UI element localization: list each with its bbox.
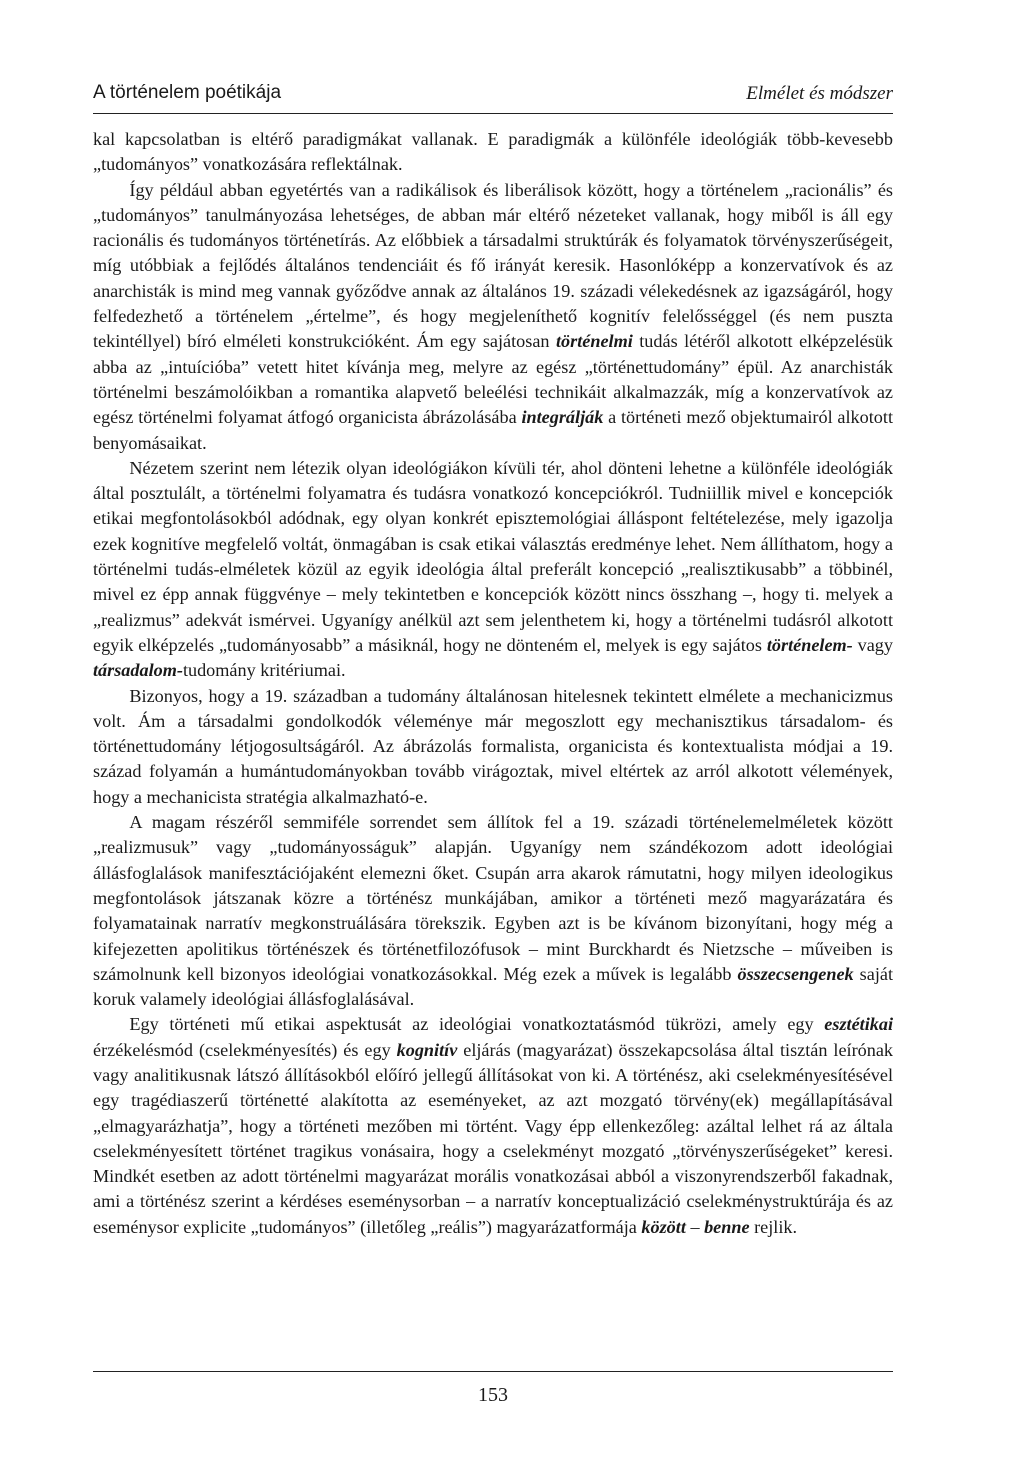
text-run: rejlik. bbox=[749, 1216, 798, 1237]
text-run: kal kapcsolatban is eltérő paradigmákat vallanak. E paradigmák a különféle ideológiák több-kevesebb „tudományos” vonatkozására reflektálnak. bbox=[93, 129, 893, 175]
header-book-title: A történelem poétikája bbox=[93, 82, 282, 103]
running-header bbox=[93, 82, 893, 110]
text-run: eljárás (magyarázat) összekapcsolása által tisztán leírónak vagy analitikusnak látszó állításokból előíró jellegű állításokat von ki. A történész, aki cselekményesítésével egy tragédiaszerű történetté alakította az eseményeket, az azt mozgató törvény(ek) megállapításával „elmagyarázhatja”, hogy a történeti mezőben mi történt. Vagy épp ellenkezőleg: azáltal lelhet rá az általa cselekményesített történet tragikus vonásaira, hogy a cselekményt mozgató „törvényszerűségeket” keresi. Mindkét esetben az adott történelmi magyarázat morális vonatkozásai abból a viszonyrendszerből fakadnak, ami a történész szerint a kérdéses eseménysorban – a narratív konceptualizáció cselekménystruktúrája és az eseménysor explicite „tudományos” (illetőleg „reális”) magyarázatformája bbox=[93, 1039, 894, 1237]
text-run: Így például abban egyetértés van a radikálisok és liberálisok között, hogy a történelem „racionális” és „tudományos” tanulmányozása lehetséges, de abban már eltérő nézeteket vallanak, hogy miből is áll egy racionális és tudományos történetírás. Az előbbiek a társadalmi struktúrák és folyamatok törvényszerűségeit, míg utóbbiak a fejlődés általános tendenciáit és fő irányát keresik. Hasonlóképp a konzervatívok és az anarchisták is mind meg vannak győződve annak az általános 19. századi vélekedésnek az igazságáról, hogy felfedezhető a történelem „értelme”, és hogy megjeleníthető kognitív felelősséggel (és nem puszta tekintéllyel) bíró elméleti konstrukcióként. Ám egy sajátosan bbox=[93, 179, 893, 352]
header-rule bbox=[93, 113, 893, 114]
text-run: vagy bbox=[852, 634, 893, 655]
page-number: 153 bbox=[478, 1384, 508, 1406]
footer-rule bbox=[93, 1371, 893, 1372]
paragraph bbox=[93, 810, 893, 1012]
text-run: tudomány kritériumai. bbox=[182, 660, 346, 681]
body-text bbox=[93, 127, 893, 1240]
header-section-title: Elmélet és módszer bbox=[746, 83, 893, 104]
paragraph bbox=[93, 456, 893, 684]
text-run: Bizonyos, hogy a 19. században a tudomány általánosan hitelesnek tekintett elmélete a mechanicizmus volt. Ám a társadalmi gondolkodók véleménye már megoszlott egy mechanisztikus társadalom- és történettudomány létjogosultságáról. Az ábrázolás formalista, organicista és kontextualista módjai a 19. század folyamán a humántudományokban tovább virágoztak, mivel eltértek az arról alkotott vélemények, hogy a mechanicista stratégia alkalmazható-e. bbox=[93, 685, 893, 807]
paragraph bbox=[93, 684, 893, 810]
text-run: Nézetem szerint nem létezik olyan ideológiákon kívüli tér, ahol dönteni lehetne a különféle ideológiák által posztulált, a történelmi folyamatra és tudásra vonatkozó koncepciókról. Tudniillik mivel e koncepciók etikai megfontolásokból adódnak, egy olyan konkrét episztemológiai álláspont feltételezése, mely igazolja ezek kognitíve megfelelő voltát, önmagában is csak etikai választás eredménye lehet. Nem állíthatom, hogy a történelmi tudás-elméletek közül az egyik ideológia által preferált koncepció „realisztikusabb” a többinél, mivel ez épp annak függvénye – mely tekintetben e koncepciók között nincs összhang –, hogy ti. melyek a „realizmus” adekvát ismérvei. Ugyanígy anélkül azt sem jelenthetem ki, hogy a történelmi tudásról alkotott egyik elképzelés „tudományosabb” a másiknál, hogy ne dönteném el, melyek is egy sajátos bbox=[93, 457, 893, 655]
text-run: A magam részéről semmiféle sorrendet sem állítok fel a 19. századi történelemelméletek között „realizmusuk” vagy „tudományosságuk” alapján. Ugyanígy nem szándékozom adott ideológiai állásfoglalások manifesztációjaként elemezni őket. Csupán arra akarok rámutatni, hogy milyen ideologikus megfontolások játszanak közre a történész munkájában, amikor a történeti mező magyarázatára és folyamatainak narratív megkonstruálására törekszik. Egyben azt is be kívánom bizonyítani, hogy még a kifejezetten apolitikus történészek és történetfilozófusok – mint Burckhardt és Nietzsche – műveiben is számolnunk kell bizonyos ideológiai vonatkozásokkal. Még ezek a művek is legalább bbox=[93, 812, 893, 984]
book-page bbox=[93, 0, 893, 1463]
text-run: a történeti mező objektumairól alkotott benyomásaikat. bbox=[93, 407, 893, 453]
emphasis-text: integrálják bbox=[521, 407, 604, 428]
emphasis-text: történelem- bbox=[766, 634, 853, 655]
emphasis-text: esztétikai bbox=[824, 1014, 893, 1035]
emphasis-text: összecsengenek bbox=[737, 963, 854, 984]
emphasis-text: kognitív bbox=[396, 1039, 458, 1060]
paragraph bbox=[93, 1012, 893, 1240]
text-run: saját koruk valamely ideológiai állásfoglalásával. bbox=[93, 963, 893, 1010]
text-run: érzékelésmód (cselekményesítés) és egy bbox=[93, 1039, 397, 1060]
emphasis-text: között bbox=[641, 1216, 686, 1237]
text-run: Egy történeti mű etikai aspektusát az ideológiai vonatkoztatásmód tükrözi, amely egy bbox=[129, 1014, 825, 1035]
paragraph bbox=[93, 178, 893, 456]
text-run: – bbox=[685, 1216, 705, 1237]
paragraph bbox=[93, 127, 893, 178]
emphasis-text: társadalom- bbox=[93, 660, 183, 681]
text-run: tudás létéről alkotott elképzelésük abba az „intuícióba” vetett hitet kívánja meg, melyre az egész „történettudomány” épül. Az anarchisták történelmi beszámolóikban a romantika alapvető beleélési technikáit alkalmazzák, míg a konzervatívok az egész történelmi folyamat átfogó organicista ábrázolásába bbox=[93, 331, 893, 428]
emphasis-text: benne bbox=[704, 1216, 750, 1237]
emphasis-text: történelmi bbox=[555, 331, 633, 352]
